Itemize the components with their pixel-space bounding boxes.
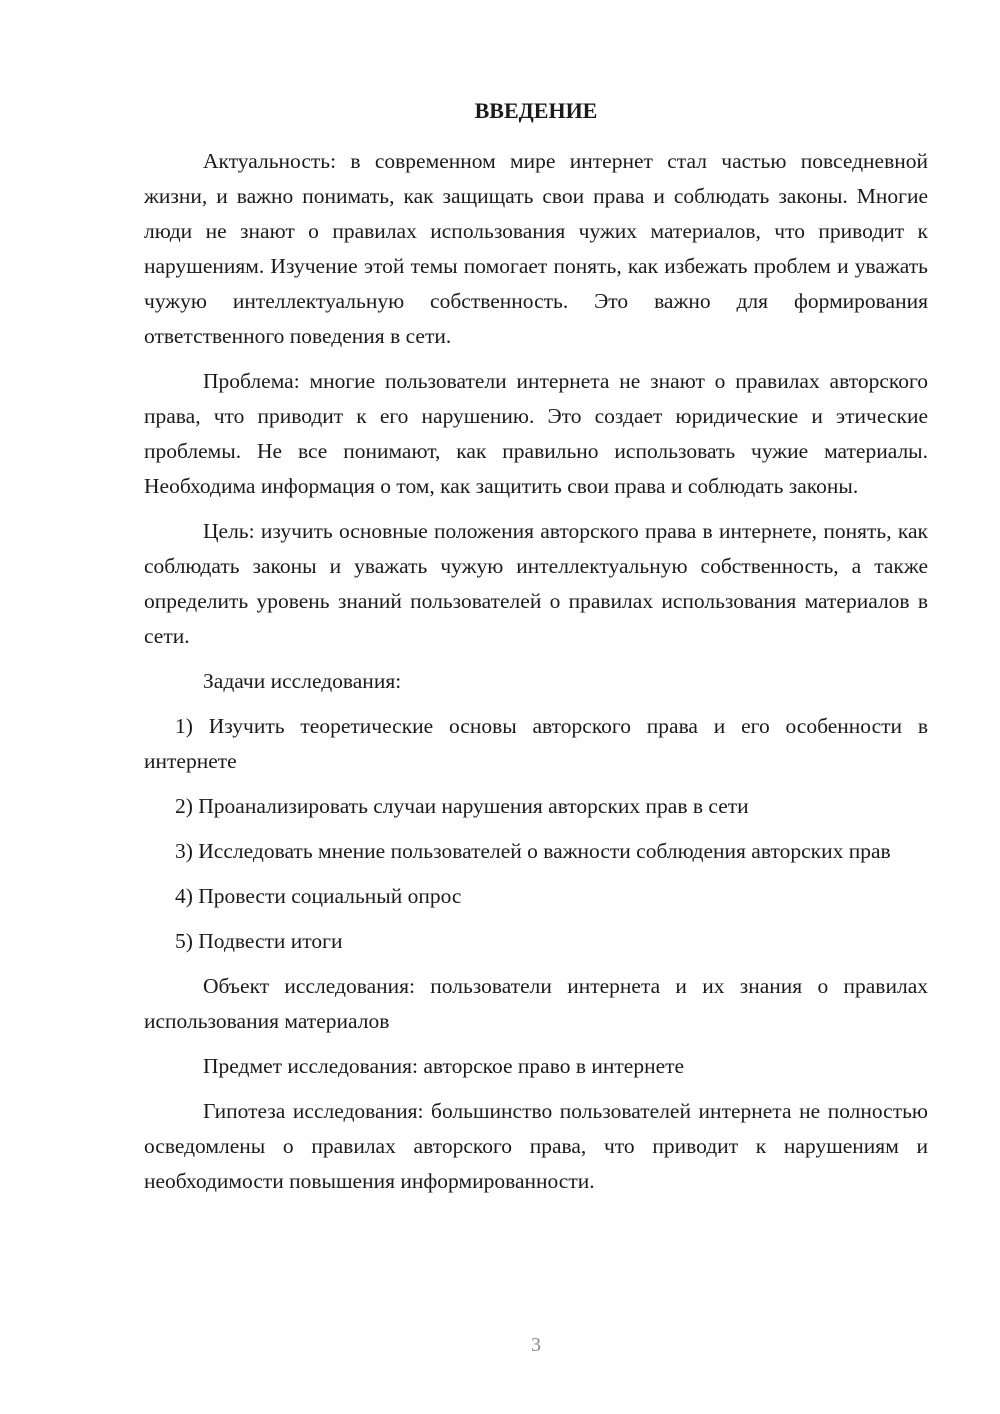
subject-paragraph: Предмет исследования: авторское право в интернете	[203, 1054, 685, 1078]
task-item: 1) Изучить теоретические основы авторского права и его особенности в интернете	[144, 714, 928, 773]
goal-paragraph: Цель: изучить основные положения авторского права в интернете, понять, как соблюдать законы и уважать чужую интеллектуальную собственность, а также определить уровень знаний пользователей о правилах использования материалов в сети.	[144, 519, 928, 648]
task-item: 4) Провести социальный опрос	[175, 884, 462, 908]
relevance-paragraph: Актуальность: в современном мире интернет стал частью повседневной жизни, и важно понимать, как защищать свои права и соблюдать законы. Многие люди не знают о правилах использования чужих материалов, что приводит к нарушениям. Изучение этой темы помогает понять, как избежать проблем и уважать чужую интеллектуальную собственность. Это важно для формирования ответственного поведения в сети.	[144, 149, 928, 348]
task-item: 3) Исследовать мнение пользователей о важности соблюдения авторских прав	[175, 839, 891, 863]
task-item: 2) Проанализировать случаи нарушения авторских прав в сети	[175, 794, 749, 818]
tasks-heading: Задачи исследования:	[203, 669, 402, 693]
task-item: 5) Подвести итоги	[175, 929, 343, 953]
hypothesis-paragraph: Гипотеза исследования: большинство пользователей интернета не полностью осведомлены о правилах авторского права, что приводит к нарушениям и необходимости повышения информированности.	[144, 1099, 928, 1193]
document-body	[144, 96, 928, 1209]
object-paragraph: Объект исследования: пользователи интернета и их знания о правилах использования материалов	[144, 974, 928, 1033]
problem-paragraph: Проблема: многие пользователи интернета не знают о правилах авторского права, что приводит к его нарушению. Это создает юридические и этические проблемы. Не все понимают, как правильно использовать чужие материалы. Необходима информация о том, как защитить свои права и соблюдать законы.	[144, 369, 928, 498]
page-title: ВВЕДЕНИЕ	[474, 98, 598, 123]
page-number: 3	[531, 1334, 541, 1356]
